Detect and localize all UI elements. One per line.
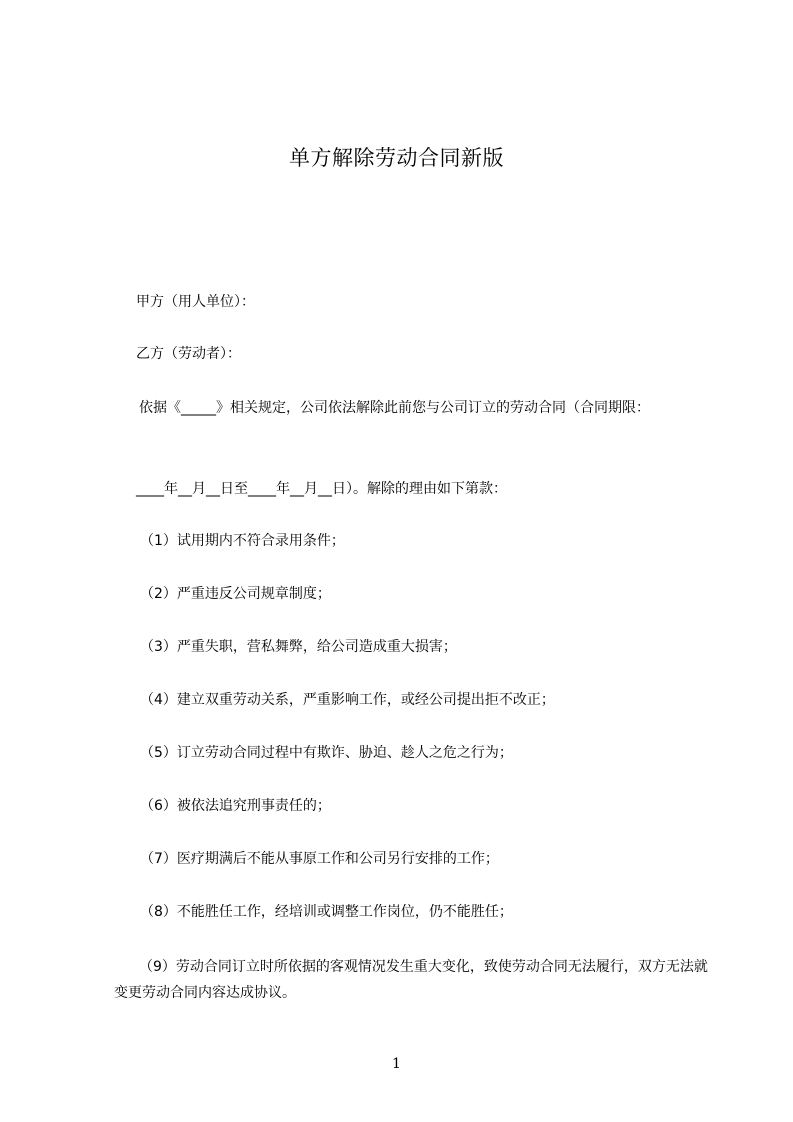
reason-item: （4）建立双重劳动关系，严重影响工作，或经公司提出拒不改正；	[140, 692, 555, 708]
reason-item: （8）不能胜任工作，经培训或调整工作岗位，仍不能胜任；	[140, 904, 513, 920]
party-a-line: 甲方（用人单位）：	[136, 294, 255, 310]
reason-item: （9）劳动合同订立时所依据的客观情况发生重大变化，致使劳动合同无法履行，双方无法就变更劳动合同内容达成协议。	[114, 959, 708, 1001]
reason-item: （1）试用期内不符合录用条件；	[140, 533, 345, 549]
reason-item: （5）订立劳动合同过程中有欺诈、胁迫、趁人之危之行为；	[140, 745, 513, 761]
document-title: 单方解除劳动合同新版	[289, 146, 504, 170]
basis-paragraph: 依据《_____》相关规定，公司依法解除此前您与公司订立的劳动合同（合同期限：	[139, 400, 650, 416]
contract-period-line: ____年__月__日至____年__月__日）。解除的理由如下第款：	[136, 481, 507, 497]
page-number: 1	[392, 1056, 401, 1072]
reason-item: （6）被依法追究刑事责任的；	[140, 798, 331, 814]
reason-item: （7）医疗期满后不能从事原工作和公司另行安排的工作；	[140, 851, 499, 867]
reason-item: （2）严重违反公司规章制度；	[140, 586, 331, 602]
reason-item: （3）严重失职，营私舞弊，给公司造成重大损害；	[140, 639, 457, 655]
party-b-line: 乙方（劳动者）：	[136, 346, 241, 362]
